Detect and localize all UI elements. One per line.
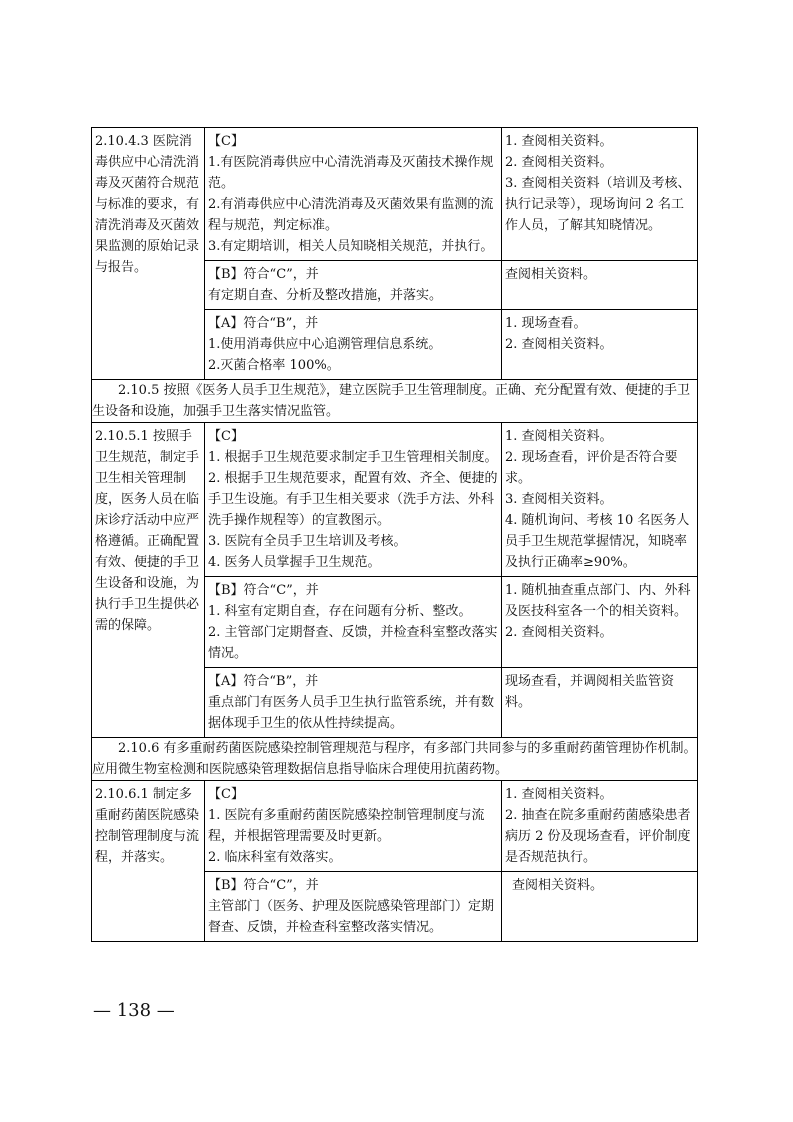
criteria-line: 1.使用消毒供应中心追溯管理信息系统。	[208, 337, 442, 352]
criteria-line: 2. 主管部门定期督查、反馈，并检查科室整改落实情况。	[208, 625, 498, 661]
method-c-cell	[502, 128, 698, 261]
criteria-line: 1.有医院消毒供应中心清洗消毒及灭菌技术操作规范。	[208, 155, 494, 191]
criteria-line: 1. 科室有定期自查，存在问题有分析、整改。	[208, 604, 472, 619]
method-b-cell	[502, 872, 698, 942]
criteria-line: 主管部门（医务、护理及医院感染管理部门）定期督查、反馈，并检查科室整改落实情况。	[208, 899, 495, 935]
method-line: 1. 查阅相关资料。	[505, 787, 613, 802]
criteria-a-cell	[205, 668, 502, 738]
criteria-line: 3. 医院有全员手卫生培训及考核。	[208, 534, 407, 549]
item-cell	[92, 781, 205, 942]
page-number: — 138 —	[93, 1000, 175, 1021]
grade-c-label: 【C】	[208, 787, 244, 802]
section-header-text: 2.10.6 有多重耐药菌医院感染控制管理规范与程序，有多部门共同参与的多重耐药菌管理协作机制。应用微生物室检测和医院感染管理数据信息指导临床合理使用抗菌药物。	[92, 741, 697, 777]
criteria-c-cell	[205, 781, 502, 872]
criteria-b-cell	[205, 872, 502, 942]
criteria-line: 3.有定期培训，相关人员知晓相关规范，并执行。	[208, 239, 494, 254]
item-cell	[92, 423, 205, 738]
criteria-a-cell	[205, 310, 502, 380]
criteria-b-cell	[205, 577, 502, 668]
criteria-line: 2. 临床科室有效落实。	[208, 850, 342, 865]
method-line: 查阅相关资料。	[512, 878, 604, 893]
method-line: 2. 查阅相关资料。	[505, 155, 613, 170]
item-text: 2.10.6.1 制定多重耐药菌医院感染控制管理制度与流程，并落实。	[95, 787, 200, 865]
criteria-c-cell	[205, 128, 502, 261]
criteria-line: 有定期自查、分析及整改措施，并落实。	[208, 288, 443, 303]
grade-a-label: 【A】符合“B”，并	[208, 674, 319, 689]
section-header-cell	[92, 380, 698, 423]
section-header-text: 2.10.5 按照《医务人员手卫生规范》，建立医院手卫生管理制度。正确、充分配置有效、便捷的手卫生设备和设施，加强手卫生落实情况监管。	[92, 383, 690, 419]
method-line: 3. 查阅相关资料。	[505, 492, 613, 507]
method-line: 2. 现场查看，评价是否符合要求。	[505, 450, 678, 486]
criteria-line: 2.灭菌合格率 100%。	[208, 358, 340, 373]
method-c-cell	[502, 423, 698, 577]
method-line: 1. 查阅相关资料。	[505, 134, 613, 149]
method-b-cell	[502, 261, 698, 310]
grade-c-label: 【C】	[208, 134, 244, 149]
table-row	[92, 781, 698, 872]
method-line: 3. 查阅相关资料（培训及考核、执行记录等），现场询问 2 名工作人员，了解其知晓情况。	[505, 176, 691, 233]
criteria-c-cell	[205, 423, 502, 577]
method-line: 4. 随机询问、考核 10 名医务人员手卫生规范掌握情况，知晓率及执行正确率≥90%。	[505, 513, 690, 570]
table-row	[92, 128, 698, 261]
method-line: 2. 查阅相关资料。	[505, 337, 613, 352]
method-b-cell	[502, 577, 698, 668]
grade-b-label: 【B】符合“C”，并	[208, 878, 319, 893]
grade-b-label: 【B】符合“C”，并	[208, 583, 319, 598]
criteria-line: 2. 根据手卫生规范要求，配置有效、齐全、便捷的手卫生设施。有手卫生相关要求（洗手方法、外科洗手操作规程等）的宣教图示。	[208, 471, 498, 528]
method-line: 2. 查阅相关资料。	[505, 625, 613, 640]
criteria-line: 1. 医院有多重耐药菌医院感染控制管理制度与流程，并根据管理需要及时更新。	[208, 808, 485, 844]
method-a-cell	[502, 310, 698, 380]
standards-table	[91, 127, 698, 942]
table-row	[92, 423, 698, 577]
method-line: 查阅相关资料。	[505, 267, 597, 282]
method-line: 2. 抽查在院多重耐药菌感染患者病历 2 份及现场查看，评价制度是否规范执行。	[505, 808, 691, 865]
section-header-row	[92, 738, 698, 781]
criteria-line: 重点部门有医务人员手卫生执行监管系统，并有数据体现手卫生的依从性持续提高。	[208, 695, 495, 731]
method-line: 现场查看，并调阅相关监管资料。	[505, 674, 675, 710]
method-c-cell	[502, 781, 698, 872]
section-header-cell	[92, 738, 698, 781]
method-line: 1. 查阅相关资料。	[505, 429, 613, 444]
criteria-line: 4. 医务人员掌握手卫生规范。	[208, 555, 381, 570]
grade-c-label: 【C】	[208, 429, 244, 444]
item-text: 2.10.5.1 按照手卫生规范，制定手卫生相关管理制度，医务人员在临床诊疗活动中应严格遵循。正确配置有效、便捷的手卫生设备和设施，为执行手卫生提供必需的保障。	[95, 429, 200, 633]
grade-b-label: 【B】符合“C”，并	[208, 267, 319, 282]
item-text: 2.10.4.3 医院消毒供应中心清洗消毒及灭菌符合规范与标准的要求，有清洗消毒及灭菌效果监测的原始记录与报告。	[95, 134, 200, 275]
method-line: 1. 现场查看。	[505, 316, 587, 331]
grade-a-label: 【A】符合“B”，并	[208, 316, 319, 331]
method-line: 1. 随机抽查重点部门、内、外科及医技科室各一个的相关资料。	[505, 583, 691, 619]
criteria-line: 1. 根据手卫生规范要求制定手卫生管理相关制度。	[208, 450, 498, 465]
section-header-row	[92, 380, 698, 423]
item-cell	[92, 128, 205, 380]
criteria-line: 2.有消毒供应中心清洗消毒及灭菌效果有监测的流程与规范，判定标准。	[208, 197, 494, 233]
criteria-b-cell	[205, 261, 502, 310]
method-a-cell	[502, 668, 698, 738]
